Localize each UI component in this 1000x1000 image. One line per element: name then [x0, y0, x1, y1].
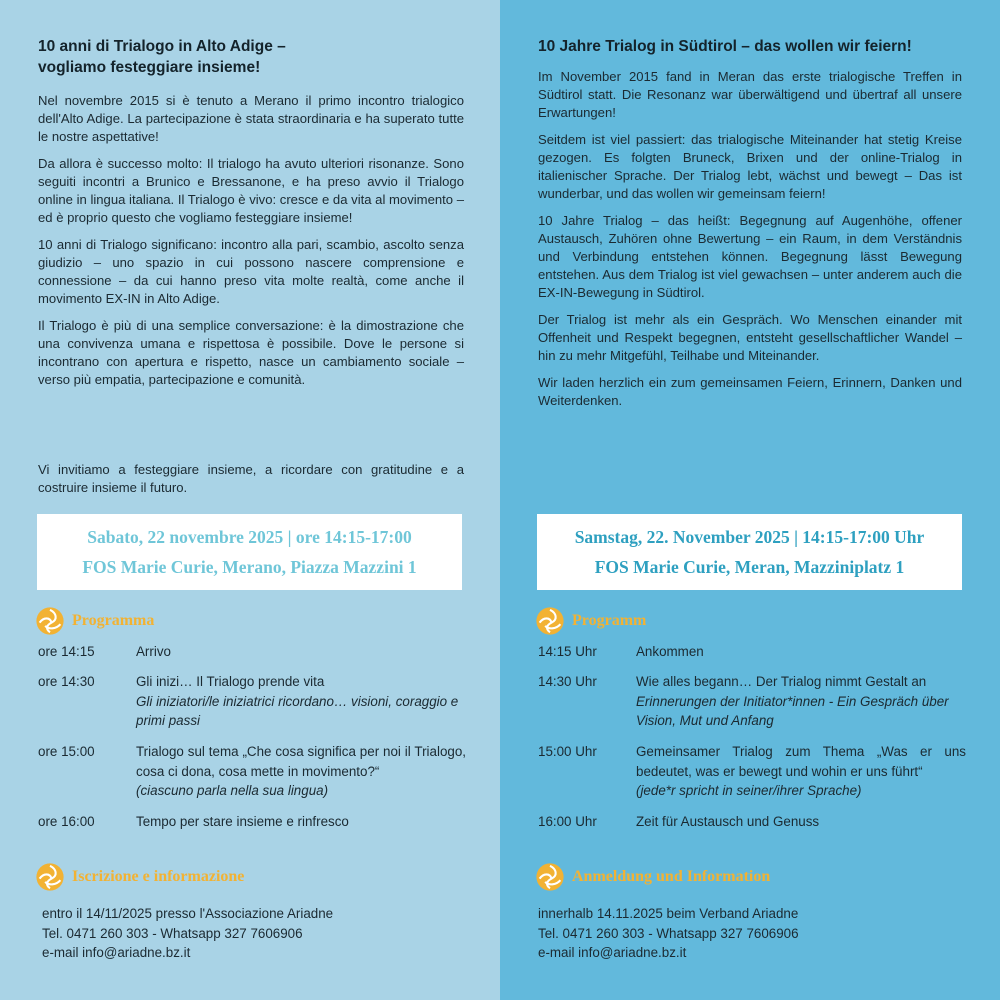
- italian-intro-text: [38, 92, 464, 398]
- italian-invite-text: [38, 461, 464, 506]
- german-program-row: [538, 642, 968, 662]
- italian-program-heading: [34, 605, 154, 637]
- german-intro-text: [538, 68, 962, 419]
- italian-contact-email[interactable]: e-mail info@ariadne.bz.it: [42, 945, 191, 960]
- program-time: ore 15:00: [38, 744, 95, 759]
- german-program-row: [538, 672, 968, 732]
- italian-event-location: FOS Marie Curie, Merano, Piazza Mazzini 1: [82, 557, 417, 577]
- program-item-title: Wie alles begann… Der Trialog nimmt Gestalt an: [636, 674, 927, 689]
- italian-paragraph: Da allora è successo molto: Il trialogo ha avuto ulteriori risonanze. Sono seguiti incontri a Brunico e Bressanone, e ha preso avvio il Trialogo online in lingua italiana. Il Trialogo è vivo: cresce e da vita al movimento – ed è proprio questo che vogliamo festeggiare insieme!: [38, 156, 464, 225]
- program-item-title: Tempo per stare insieme e rinfresco: [136, 814, 349, 829]
- italian-paragraph: Il Trialogo è più di una semplice conversazione: è la dimostrazione che una convivenza umana e rispettosa è possibile. Dove le persone si incontrano con apertura e rispetto, nasce un cambiamento sociale – verso più empatia, partecipazione e comunità.: [38, 318, 464, 387]
- program-item: [136, 742, 466, 801]
- german-column: [500, 0, 1000, 1000]
- trialog-swirl-icon: [534, 861, 566, 893]
- german-program-row: [538, 812, 968, 832]
- italian-paragraph: 10 anni di Trialogo significano: incontro alla pari, scambio, ascolto senza giudizio – uno spazio in cui possono nascere comprensione e connessione – da cui hanno preso vita molte realtà, come anche il movimento EX-IN in Alto Adige.: [38, 237, 464, 306]
- program-time: 15:00 Uhr: [538, 744, 597, 759]
- italian-paragraph: Nel novembre 2015 si è tenuto a Merano il primo incontro trialogico dell'Alto Adige. La partecipazione è stata straordinaria e ha superato tutte le nostre aspettative!: [38, 93, 464, 144]
- german-contact-block: [538, 904, 958, 963]
- italian-program-row: [38, 742, 468, 802]
- program-item-title: Trialogo sul tema „Che cosa significa per noi il Trialogo, cosa ci dona, cosa mette in movimento?“: [136, 744, 466, 779]
- program-item-note: Erinnerungen der Initiator*innen - Ein Gespräch über Vision, Mut und Anfang: [636, 693, 949, 728]
- trialog-swirl-icon: [34, 861, 66, 893]
- german-paragraph: 10 Jahre Trialog – das heißt: Begegnung auf Augenhöhe, offener Austausch, Zuhören ohne Bewertung – ein Raum, in dem Verständnis und Verbindung entstehen können. Begegnung lässt Bewegung entstehen. Aus dem Trialog ist viel gewachsen – unter anderem auch die EX-IN-Bewegung in Südtirol.: [538, 213, 962, 300]
- german-contact-email[interactable]: e-mail info@ariadne.bz.it: [538, 945, 687, 960]
- italian-contact-phone[interactable]: Tel. 0471 260 303 - Whatsapp 327 7606906: [42, 925, 303, 941]
- german-contact-phone[interactable]: Tel. 0471 260 303 - Whatsapp 327 7606906: [538, 925, 799, 941]
- italian-title-line2: vogliamo festeggiare insieme!: [38, 59, 261, 76]
- program-item: [636, 742, 966, 801]
- program-item: [136, 672, 466, 731]
- italian-info-heading: [34, 861, 244, 893]
- german-program-heading: [534, 605, 646, 637]
- german-info-title: Anmeldung und Information: [572, 868, 771, 885]
- program-item-note: (jede*r spricht in seiner/ihrer Sprache): [636, 783, 862, 798]
- german-paragraph: Seitdem ist viel passiert: das trialogische Miteinander hat stetig Kreise gezogen. Es folgten Bruneck, Brixen und der online-Trialog in italienischer Sprache. Der Trialog lebt, wächst und bewegt – Das ist wunderbar, und das wollen wir gemeinsam feiern!: [538, 132, 962, 201]
- italian-contact-block: [42, 904, 462, 963]
- trialog-swirl-icon: [34, 605, 66, 637]
- program-item-title: Gemeinsamer Trialog zum Thema „Was er uns bedeutet, was er bewegt und wohin er uns führt“: [636, 744, 966, 779]
- program-item-title: Gli inizi… Il Trialogo prende vita: [136, 674, 325, 689]
- program-item: [636, 672, 966, 731]
- german-program-row: [538, 742, 968, 802]
- italian-program-title: Programma: [72, 612, 155, 629]
- program-time: 16:00 Uhr: [538, 814, 597, 829]
- german-event-location: FOS Marie Curie, Meran, Mazziniplatz 1: [594, 557, 905, 577]
- italian-title-line1: 10 anni di Trialogo in Alto Adige –: [38, 38, 286, 55]
- italian-program-row: [38, 672, 468, 732]
- italian-title: [38, 36, 478, 78]
- program-time: ore 16:00: [38, 814, 95, 829]
- italian-invite: Vi invitiamo a festeggiare insieme, a ricordare con gratitudine e a costruire insieme il futuro.: [38, 462, 464, 495]
- trialog-swirl-icon: [534, 605, 566, 637]
- program-time: ore 14:30: [38, 674, 95, 689]
- german-info-heading: [534, 861, 770, 893]
- program-item-title: Zeit für Austausch und Genuss: [636, 814, 820, 829]
- german-program-title: Programm: [572, 612, 647, 629]
- german-contact-deadline: innerhalb 14.11.2025 beim Verband Ariadne: [538, 906, 799, 921]
- german-paragraph: Im November 2015 fand in Meran das erste trialogische Treffen in Südtirol statt. Die Resonanz war überwältigend und übertraf all unsere Erwartungen!: [538, 69, 962, 120]
- italian-event-box: [37, 514, 462, 590]
- german-title: 10 Jahre Trialog in Südtirol – das wollen wir feiern!: [538, 38, 912, 55]
- program-time: 14:30 Uhr: [538, 674, 597, 689]
- program-item-note: (ciascuno parla nella sua lingua): [136, 783, 329, 798]
- italian-event-date: Sabato, 22 novembre 2025 | ore 14:15-17:00: [87, 527, 412, 547]
- german-event-box: [537, 514, 962, 590]
- german-event-date: Samstag, 22. November 2025 | 14:15-17:00 Uhr: [574, 527, 925, 547]
- german-paragraph: Der Trialog ist mehr als ein Gespräch. Wo Menschen einander mit Offenheit und Respekt begegnen, entsteht gesellschaftlicher Wandel – hin zu mehr Mitgefühl, Teilhabe und Miteinander.: [538, 312, 962, 363]
- program-time: ore 14:15: [38, 644, 95, 659]
- italian-info-title: Iscrizione e informazione: [72, 868, 245, 885]
- program-item-note: Gli iniziatori/le iniziatrici ricordano… visioni, coraggio e primi passi: [136, 693, 459, 728]
- program-time: 14:15 Uhr: [538, 644, 597, 659]
- italian-program-row: [38, 812, 468, 832]
- program-item-title: Ankommen: [636, 644, 704, 659]
- program-item-title: Arrivo: [136, 644, 171, 659]
- italian-contact-deadline: entro il 14/11/2025 presso l'Associazione Ariadne: [42, 906, 334, 921]
- italian-program-row: [38, 642, 468, 662]
- german-paragraph: Wir laden herzlich ein zum gemeinsamen Feiern, Erinnern, Danken und Weiterdenken.: [538, 375, 962, 408]
